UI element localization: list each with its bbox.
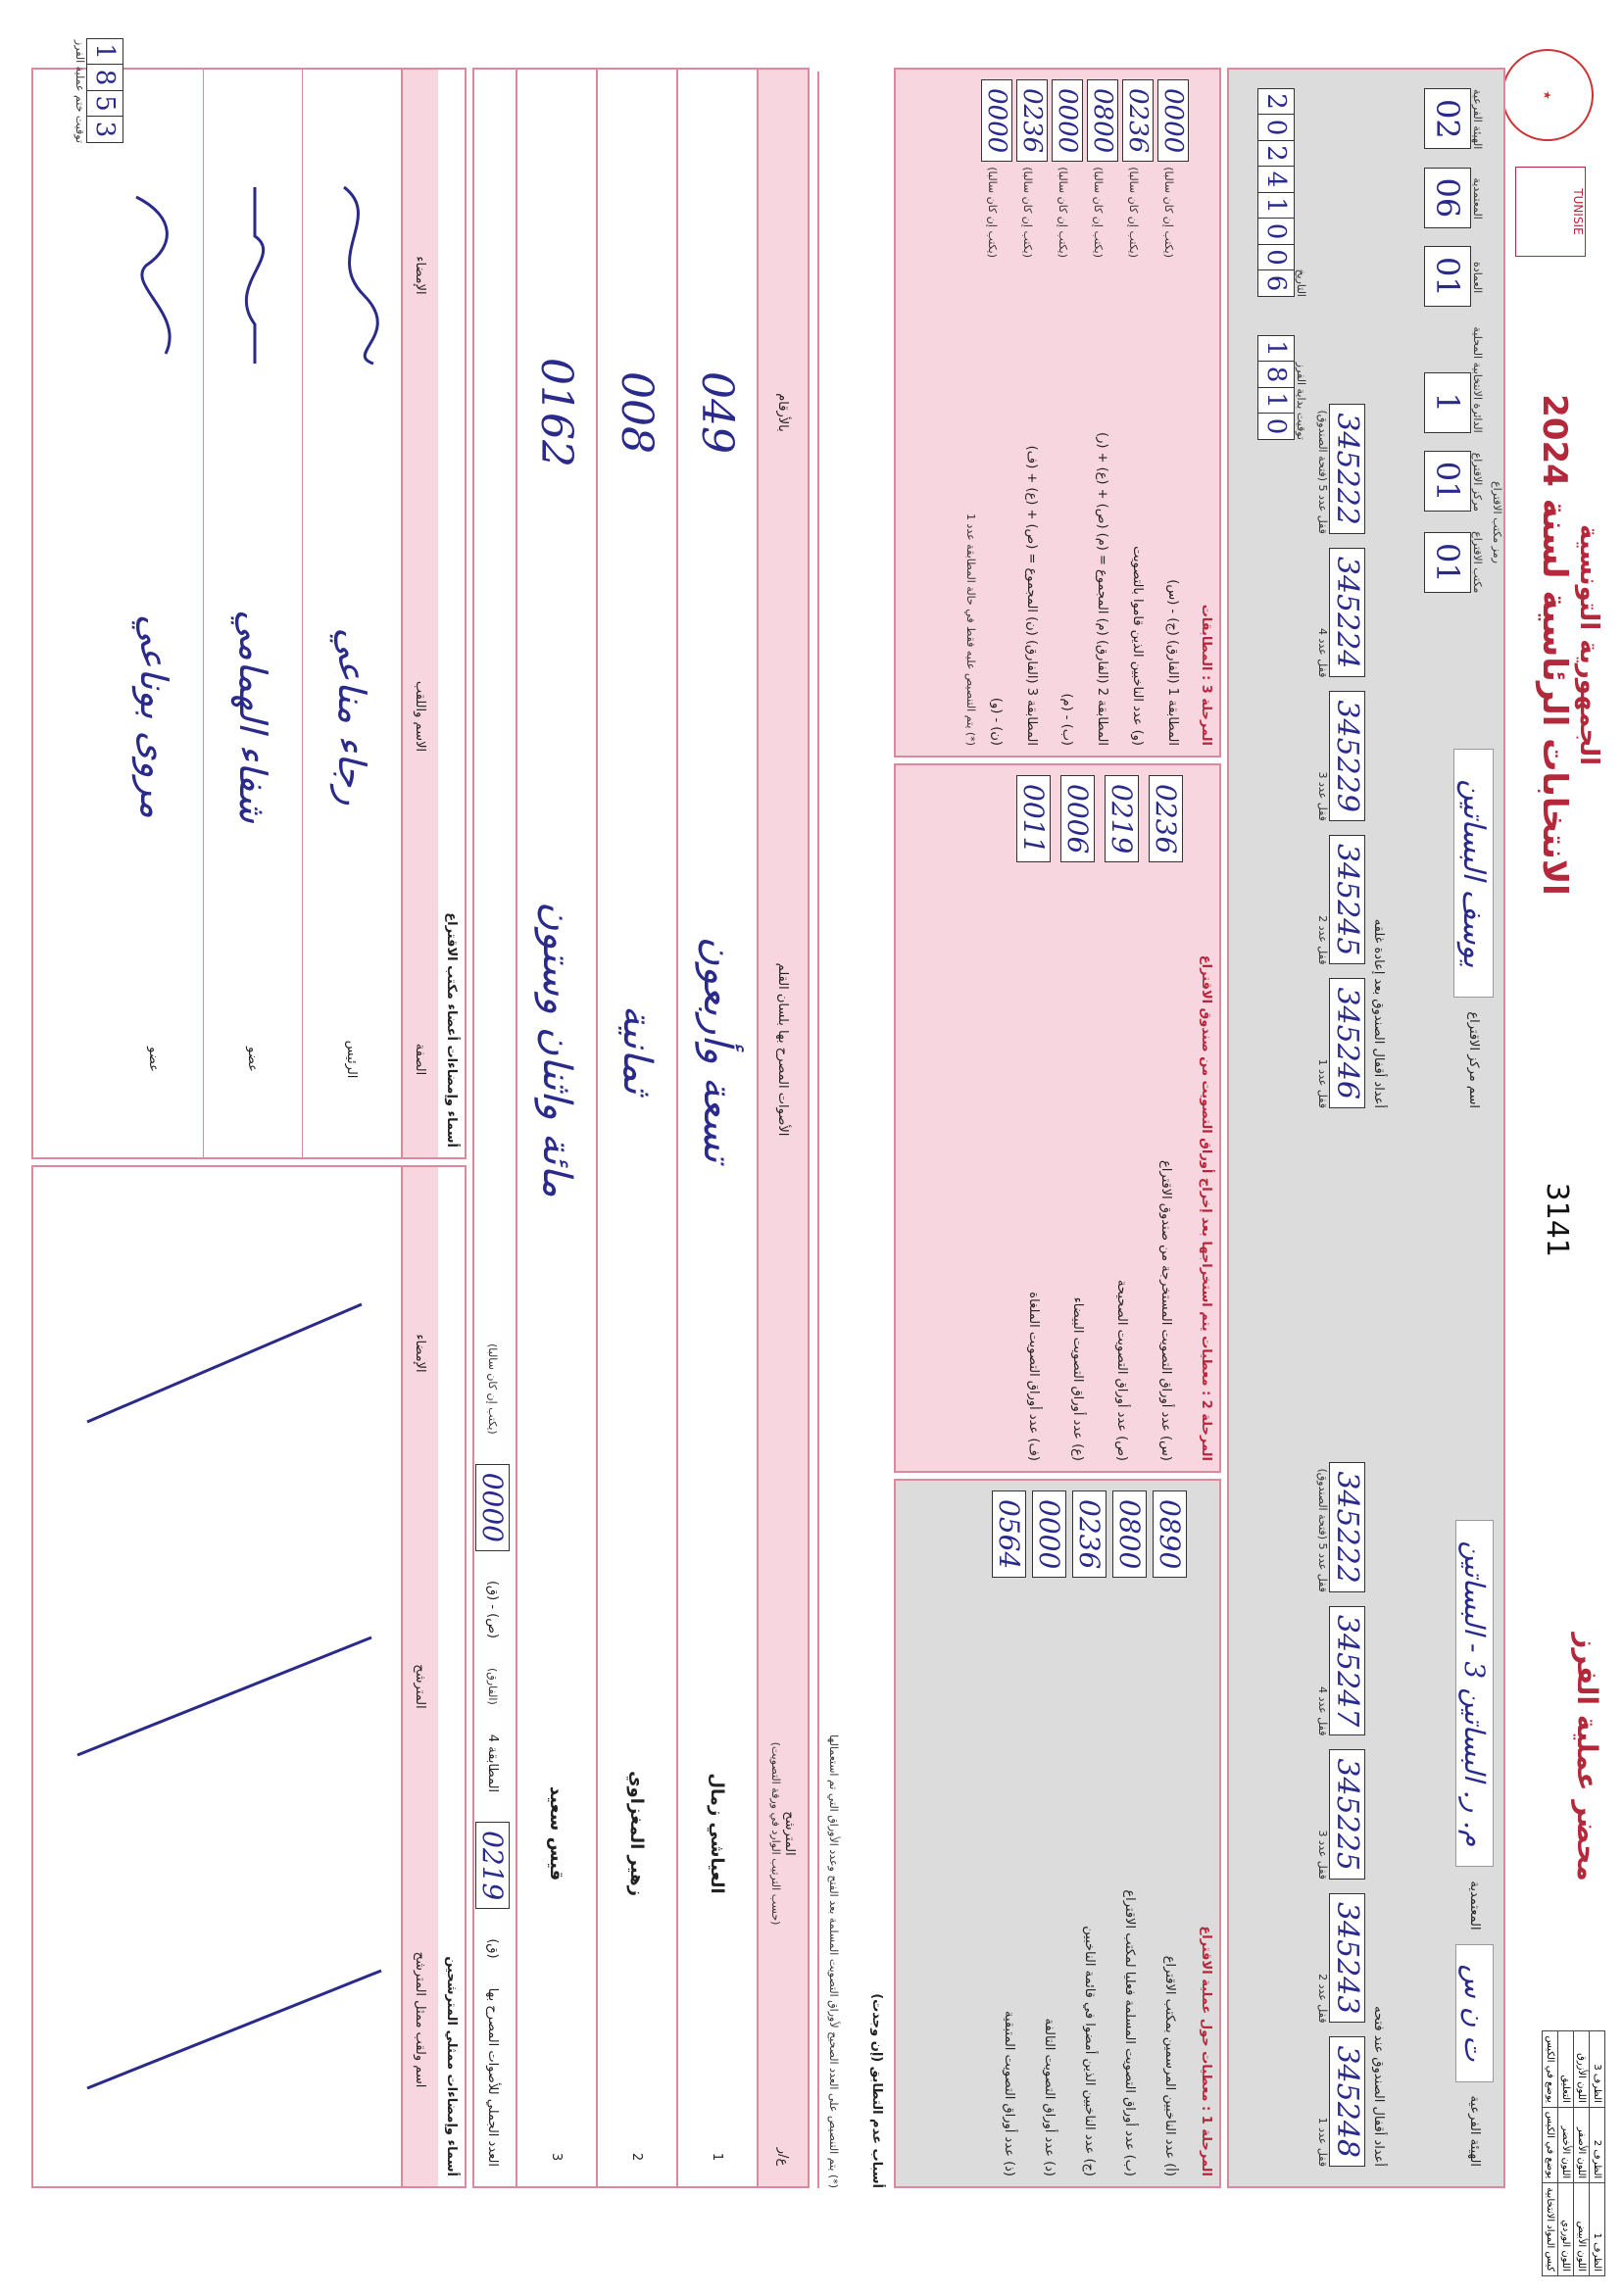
- lock-close-1-value: 345246: [1329, 978, 1365, 1108]
- lock-close-5-value: 345222: [1329, 404, 1365, 534]
- closing-d4: 3: [86, 116, 123, 143]
- member-row-1-signature: [320, 79, 383, 471]
- stage3-row-3-name: المطابقة 2: [1095, 687, 1110, 746]
- title-area: [1535, 1512, 1603, 2002]
- office-code: 01: [1424, 532, 1471, 593]
- stage2-row-sad-code: (ص): [1114, 1436, 1129, 1461]
- stage1-row-d-code: (د): [1042, 2161, 1057, 2176]
- sub-body-value: ت ن س: [1455, 1944, 1494, 2082]
- stage1-row-b-value: 0800: [1112, 1490, 1147, 1578]
- lock-open-1-value: 345248: [1329, 2036, 1365, 2167]
- lock-close-4: [1316, 548, 1365, 678]
- locks-open-title: أعداد أقفال الصندوق عند فتحه: [1371, 2006, 1386, 2167]
- stage3-title: المرحلة 3 : المطابقات: [1199, 604, 1213, 746]
- stage1-row-c: [1072, 1490, 1107, 2176]
- stage3: [894, 68, 1221, 757]
- stage1-row-a-label: [1162, 1956, 1177, 2176]
- locks-close-list: [1316, 404, 1365, 1108]
- stage3-row-2-value: 0236: [1122, 79, 1154, 162]
- legend-r2c2: التعليق: [1558, 2031, 1574, 2107]
- delegation-code-label: المعتمدية: [1471, 177, 1484, 220]
- lock-open-3-value: 345225: [1329, 1749, 1365, 1880]
- lock-close-2: [1316, 835, 1365, 965]
- stage3-row-3-value: 0800: [1087, 79, 1118, 162]
- header-row-1: [1455, 1520, 1494, 2167]
- legend-r3c0: كيس المواد الانتخابية: [1543, 2183, 1558, 2276]
- closing-digits: [86, 39, 123, 143]
- stage1-row-e-label: [1002, 2011, 1016, 2176]
- sub-body-code-label: الهيئة الفرعية: [1471, 89, 1484, 150]
- candidate-row-1-words: تسعة وأربعون: [695, 936, 740, 1163]
- stage1-row-d-value: 0000: [1032, 1490, 1066, 1578]
- match4-hint: (يكتب إن كان سالبا): [486, 1343, 500, 1435]
- legend-r0c1: الظرف 2: [1590, 2107, 1605, 2182]
- lock-open-5-label: قفل عدد 5 (فتحة الصندوق): [1316, 1468, 1329, 1592]
- stage2-row-sad-text: عدد أوراق التصويت الصحيحة: [1114, 1279, 1129, 1432]
- stage3-row-1-hint: (يكتب إن كان سالبا): [1162, 167, 1175, 258]
- start-time-digits: [1257, 336, 1295, 440]
- stage3-row-5-formula: (ن) المجموع = (ص) + (ع) + (ف): [1024, 445, 1040, 636]
- municipality-group: [1424, 248, 1484, 308]
- member-row-1: [302, 70, 401, 1157]
- stage1-row-e-code: (ذ): [1002, 2161, 1016, 2176]
- col-candidate-subheader: (حسب الترتيب الوارد في ورقة التصويت): [769, 1741, 782, 1926]
- stage2-row-s-value: 0236: [1149, 775, 1183, 862]
- center-code-group: [1424, 453, 1484, 513]
- stage3-row-5-value: 0236: [1016, 79, 1048, 162]
- col-candidate-header-wrap: [769, 1539, 797, 2127]
- stage3-row-1-formula: (ج) - (س): [1165, 579, 1181, 636]
- stage3-row-1-value: 0000: [1157, 79, 1189, 162]
- stage1-row-a-text: عدد الناخبين المرسمين بمكتب الاقتراع: [1162, 1955, 1177, 2160]
- lock-close-3-value: 345229: [1329, 691, 1365, 821]
- sub-body-code: 02: [1424, 88, 1471, 149]
- header-block: [1227, 68, 1505, 2188]
- lock-open-5-value: 345222: [1329, 1462, 1365, 1592]
- match4-formula: (ص) - (ق): [485, 1580, 501, 1638]
- lock-close-3: [1316, 691, 1365, 821]
- municipality-label: العمادة: [1471, 262, 1484, 294]
- candidate-row-3-words: مائة واثنان وستون: [534, 902, 579, 1197]
- legend-r3c2: يوضع في الكيس: [1543, 2031, 1558, 2107]
- stage3-row-5-hint: (يكتب إن كان سالبا): [1021, 167, 1034, 258]
- lock-open-5: [1316, 1462, 1365, 1592]
- candidates-table: [472, 68, 810, 2188]
- lock-open-4-label: قفل عدد 4: [1316, 1686, 1329, 1736]
- local-district-code: 1: [1424, 372, 1471, 433]
- stage2-row-ain-code: (ع): [1070, 1443, 1085, 1461]
- stage3-row-6-hint: (يكتب إن كان سالبا): [986, 167, 999, 258]
- header-row-1b: [1453, 749, 1494, 1108]
- municipality-code: 01: [1424, 246, 1471, 307]
- legend-r3c1: يوضع في الكيس: [1543, 2107, 1558, 2182]
- date-d1: 2: [1257, 88, 1295, 116]
- locks-open-list: [1316, 1462, 1365, 2167]
- match4-diff: (الفارق): [486, 1668, 500, 1705]
- stage1-row-a-value: 0890: [1153, 1490, 1187, 1578]
- legend-r0c0: الظرف 1: [1590, 2183, 1605, 2276]
- candidate-row-3-digits: 0162: [531, 358, 582, 467]
- stage3-row-4-hint: (يكتب إن كان سالبا): [1057, 167, 1069, 258]
- representatives-header: [401, 1167, 438, 2186]
- office-code-label: مكتب الاقتراع: [1471, 531, 1484, 594]
- legend-r2c0: اللون الوردي: [1558, 2183, 1574, 2276]
- total-label: العدد الجملي للأصوات المصرح بها: [485, 1987, 501, 2167]
- lock-close-2-label: قفل عدد 2: [1316, 915, 1329, 965]
- member-row-1-role: الرئيس: [344, 1040, 360, 1079]
- stage3-row-4: [1052, 79, 1083, 746]
- stage3-row-6: [981, 79, 1012, 746]
- stage3-row-5-diff: (الفارق): [1024, 639, 1040, 684]
- office-number-label: رمز مكتب الاقتراع: [1491, 481, 1503, 563]
- lock-close-3-label: قفل عدد 3: [1316, 771, 1329, 821]
- lock-close-4-label: قفل عدد 4: [1316, 628, 1329, 678]
- member-row-1-name: رجاء مناعي: [330, 627, 373, 806]
- closing-d2: 8: [86, 64, 123, 91]
- start-time-d1: 1: [1257, 335, 1295, 363]
- candidate-row-3: [516, 70, 596, 2186]
- stage1-row-c-label: [1082, 1926, 1097, 2176]
- stage1-row-b: [1112, 1490, 1147, 2176]
- lock-close-1: [1316, 978, 1365, 1108]
- legend-r1c2: اللون الأزرق: [1574, 2031, 1590, 2107]
- candidate-row-2-words: ثمانية: [615, 1004, 660, 1095]
- reasons: [817, 72, 888, 2188]
- stage1-row-c-text: عدد الناخبين الذين أمضوا في قائمة الناخبين: [1082, 1926, 1097, 2155]
- stage3-row-2-formula: (و) عدد الناخبين الذين قاموا بالتصويت: [1130, 546, 1146, 746]
- envelope-legend: [1542, 2030, 1605, 2276]
- lock-close-2-value: 345245: [1329, 835, 1365, 965]
- election-heading: الانتخابات الرئاسية لسنة 2024: [1535, 394, 1574, 896]
- lock-close-4-value: 345224: [1329, 548, 1365, 678]
- delegation-code-group: [1424, 169, 1484, 228]
- date-d3: 2: [1257, 140, 1295, 168]
- start-time-d2: 8: [1257, 361, 1295, 388]
- stage3-row-4-formula: (ب) - (م): [1059, 693, 1075, 746]
- stage1-row-b-code: (ب): [1122, 2154, 1137, 2176]
- date-time: [1257, 89, 1307, 440]
- stage2-row-fa: [1016, 775, 1051, 1461]
- stage2-row-s-code: (س): [1158, 1435, 1173, 1461]
- stage3-row-1: [1157, 79, 1189, 746]
- closing-label: توقيت ختم عملية الفرز: [74, 39, 86, 143]
- date-d8: 6: [1257, 269, 1295, 297]
- stage1-row-d-label: [1042, 2018, 1057, 2176]
- stage2-row-ain: [1060, 775, 1095, 1461]
- candidate-row-1-digits: 049: [692, 371, 743, 454]
- stage3-row-5-name: المطابقة 3: [1024, 687, 1040, 746]
- center-code: 01: [1424, 451, 1471, 512]
- stage2-row-s-text: عدد أوراق التصويت المستخرجة من صندوق الاقتراع: [1158, 1160, 1173, 1432]
- member-header-name: الاسم واللقب: [413, 680, 428, 753]
- candidate-row-2-num: 2: [629, 2152, 645, 2162]
- reasons-label: أسباب عدم التطابق (إن وجدت): [869, 1993, 884, 2188]
- candidate-row-1-name: العياشي زمال: [707, 1773, 728, 1894]
- rep-header-candidate: المترشح: [413, 1664, 428, 1709]
- legend-r1c0: اللون الأبيض: [1574, 2183, 1590, 2276]
- members-title: أسماء وإمضاءات أعضاء مكتب الاقتراع: [444, 912, 459, 1148]
- stage1-row-b-text: عدد أوراق التصويت المسلمة فعليا لمكتب الاقتراع: [1122, 1889, 1137, 2151]
- lock-close-5: [1316, 404, 1365, 534]
- stage1-row-c-code: (ج): [1082, 2158, 1097, 2176]
- stage1-row-d: [1032, 1490, 1066, 2176]
- stage3-row-1-diff: (الفارق): [1165, 639, 1181, 684]
- stage1-row-a: [1153, 1490, 1187, 2176]
- members-header: [401, 70, 438, 1157]
- election-heading-block: [1535, 326, 1603, 963]
- stage3-note: (*) يتم التنصيص عليه فقط في حالة المطابقة عدد 1: [964, 513, 977, 746]
- center-value: يوسف البساتين: [1453, 749, 1494, 998]
- legend-r1c1: اللون الأصفر: [1574, 2107, 1590, 2182]
- date-d7: 0: [1257, 244, 1295, 271]
- stage2-row-sad-label: [1114, 1280, 1129, 1461]
- locks-close-title: أعداد أقفال الصندوق بعد إعادة غلقه: [1371, 918, 1386, 1108]
- sub-body-label: الهيئة الفرعية: [1467, 2095, 1482, 2167]
- stage2-row-fa-value: 0011: [1016, 775, 1051, 862]
- member-header-role: الصفة: [413, 1043, 428, 1076]
- stage3-rows: [964, 70, 1189, 756]
- isie-logo: [1515, 167, 1586, 257]
- lock-open-4-value: 345247: [1329, 1606, 1365, 1736]
- stage1-row-e-value: 0564: [992, 1490, 1026, 1578]
- stage3-row-4-value: 0000: [1052, 79, 1083, 162]
- delegation-value: م. ر. البساتين 3 - البساتين: [1455, 1520, 1494, 1867]
- col-words-header: الأصوات المصرح بها بلسان القلم: [775, 962, 791, 1137]
- start-time-d3: 1: [1257, 387, 1295, 415]
- date-d5: 1: [1257, 192, 1295, 220]
- member-header-signature: الإمضاء: [413, 256, 428, 295]
- representatives: [31, 1165, 467, 2188]
- locks-open: [1316, 1462, 1386, 2167]
- center-label: اسم مركز الاقتراع: [1466, 1011, 1481, 1108]
- representatives-title: أسماء وإمضاءات ممثلي المترشحين: [444, 1956, 459, 2176]
- stage3-row-6-formula: (ن) - (و): [989, 697, 1005, 746]
- office-code-group: [1424, 531, 1484, 593]
- stage1-title: المرحلة 1 : معطيات حول عملية الاقتراع: [1199, 1926, 1213, 2176]
- sub-body-code-group: [1424, 89, 1484, 149]
- col-num-header: ع/ر: [775, 2147, 791, 2167]
- stage1-row-e-text: عدد أوراق التصويت المتبقية: [1002, 2011, 1016, 2157]
- stage1: [894, 1479, 1221, 2188]
- total-value: 0219: [476, 1822, 511, 1909]
- date-d2: 0: [1257, 114, 1295, 141]
- stage2-row-ain-value: 0006: [1060, 775, 1095, 862]
- stage2-row-sad: [1105, 775, 1139, 1461]
- delegation-label: المعتمدية: [1467, 1881, 1482, 1930]
- stage3-row-2-hint: (يكتب إن كان سالبا): [1127, 167, 1140, 258]
- lock-open-4: [1316, 1606, 1365, 1736]
- match4-value: 0000: [476, 1464, 511, 1551]
- candidates-header: [757, 70, 808, 2186]
- stage1-rows: [992, 1481, 1187, 2186]
- member-row-2-role: عضو: [245, 1047, 261, 1072]
- member-row-3-role: عضو: [146, 1047, 162, 1072]
- isie-logo-text: TUNISIE: [1571, 188, 1585, 235]
- stage2-row-fa-label: [1026, 1292, 1041, 1461]
- col-digits-header: بالأرقام: [775, 393, 791, 432]
- date-label: التاريخ: [1295, 269, 1307, 297]
- center-code-label: مركز الاقتراع: [1471, 452, 1484, 513]
- candidates-total-row: [470, 70, 516, 2186]
- form-number: 3141: [1540, 1182, 1574, 1257]
- rep-slash-2: [77, 1637, 371, 1755]
- stage2-row-sad-value: 0219: [1105, 775, 1139, 862]
- lock-open-2-value: 345243: [1329, 1893, 1365, 2024]
- member-row-2: [203, 70, 302, 1157]
- lock-open-2: [1316, 1893, 1365, 2024]
- stage1-row-e: [992, 1490, 1026, 2176]
- rep-header-signature: الإمضاء: [413, 1334, 428, 1373]
- date-group: [1257, 89, 1307, 297]
- legend-r0c2: الظرف 3: [1590, 2031, 1605, 2107]
- stage3-row-3: [1087, 79, 1118, 746]
- stage2: [894, 763, 1221, 1473]
- lock-open-3: [1316, 1749, 1365, 1880]
- lock-close-5-label: قفل عدد 5 (فتحة الصندوق): [1316, 410, 1329, 534]
- match4-label: المطابقة 4: [485, 1734, 501, 1793]
- rep-cross-out-marks: [68, 1167, 401, 2186]
- stage3-row-6-value: 0000: [981, 79, 1012, 162]
- stage2-title: المرحلة 2 : معطيات يتم استخراجها بعد إخراج أوراق التصويت من صندوق الاقتراع: [1199, 954, 1213, 1461]
- stage2-row-fa-text: عدد أوراق التصويت الملغاة: [1026, 1292, 1041, 1435]
- closing-time: [74, 39, 123, 143]
- republic-heading: الجمهورية التونسية: [1574, 523, 1603, 766]
- candidate-row-2: [596, 70, 676, 2186]
- stage2-rows: [1016, 765, 1183, 1471]
- lock-open-1: [1316, 2036, 1365, 2167]
- member-row-3-signature: [123, 79, 185, 471]
- lock-open-1-label: قفل عدد 1: [1316, 2117, 1329, 2167]
- candidate-row-3-name: قيس سعيد: [546, 1785, 567, 1881]
- local-district-group: [1424, 326, 1484, 432]
- closing-d1: 1: [86, 38, 123, 66]
- local-district-label: الدائرة الانتخابية المحلية: [1471, 326, 1484, 433]
- locks-close: [1316, 404, 1386, 1108]
- member-row-3-name: مروى بوناعي: [132, 613, 175, 819]
- candidate-row-2-name: زهير المغزاوي: [626, 1771, 648, 1896]
- stage1-row-a-code: (أ): [1162, 2163, 1177, 2176]
- stage3-row-3-formula: (م) المجموع = (م) (ص) + (ع) + (ر): [1095, 432, 1110, 636]
- lock-close-1-label: قفل عدد 1: [1316, 1058, 1329, 1108]
- stage3-row-2: [1122, 79, 1154, 746]
- candidate-row-2-digits: 008: [612, 371, 663, 454]
- start-time-d4: 0: [1257, 413, 1295, 440]
- member-row-3: [105, 70, 203, 1157]
- stage1-row-b-label: [1122, 1889, 1137, 2176]
- lock-open-3-label: قفل عدد 3: [1316, 1830, 1329, 1880]
- stage3-row-5: [1016, 79, 1048, 746]
- stage1-row-d-text: عدد أوراق التصويت التالفة: [1042, 2018, 1057, 2157]
- reasons-note: (*) يتم التنصيص على العدد الصحيح لأوراق التصويت المسلمة بعد الفتح وعدد الأوراق التي تم استعمالها: [827, 1734, 840, 2188]
- candidate-row-1-num: 1: [710, 2152, 725, 2162]
- members: [31, 68, 467, 1159]
- start-time-group: [1257, 336, 1307, 440]
- total-code: (ق): [485, 1938, 501, 1959]
- date-d6: 0: [1257, 218, 1295, 245]
- lock-open-2-label: قفل عدد 2: [1316, 1974, 1329, 2024]
- stage2-row-ain-text: عدد أوراق التصويت البيضاء: [1070, 1296, 1085, 1440]
- stage1-row-c-value: 0236: [1072, 1490, 1107, 1578]
- stage2-row-s: [1149, 775, 1183, 1461]
- stamp-icon: ★: [1501, 49, 1594, 141]
- start-time-label: توقيت بداية الفرز: [1295, 362, 1307, 440]
- member-row-2-signature: [221, 79, 284, 471]
- stage3-row-3-hint: (يكتب إن كان سالبا): [1092, 167, 1105, 258]
- legend-r2c1: اللون الأخضر: [1558, 2107, 1574, 2182]
- header-codes: [1424, 89, 1484, 593]
- date-d4: 4: [1257, 166, 1295, 193]
- stage2-row-ain-label: [1070, 1297, 1085, 1461]
- member-row-2-name: شفاء الهمامي: [231, 610, 274, 823]
- stage3-row-1-name: المطابقة 1: [1165, 687, 1181, 746]
- closing-d3: 5: [86, 90, 123, 118]
- candidate-row-1: [676, 70, 757, 2186]
- col-candidate-header: المترشح: [782, 1811, 797, 1856]
- stage2-row-s-label: [1158, 1160, 1173, 1461]
- stage2-row-fa-code: (ف): [1026, 1438, 1041, 1461]
- date-digits: [1257, 89, 1295, 297]
- rep-header-name: اسم ولقب ممثل المترشح: [413, 1951, 428, 2088]
- rep-slash-3: [87, 1971, 381, 2088]
- rep-slash-1: [87, 1304, 362, 1422]
- candidate-row-3-num: 3: [549, 2152, 565, 2162]
- stage3-row-3-diff: (الفارق): [1095, 639, 1110, 684]
- page-title: محضر عملية الفرز: [1571, 1633, 1603, 1881]
- delegation-code: 06: [1424, 168, 1471, 228]
